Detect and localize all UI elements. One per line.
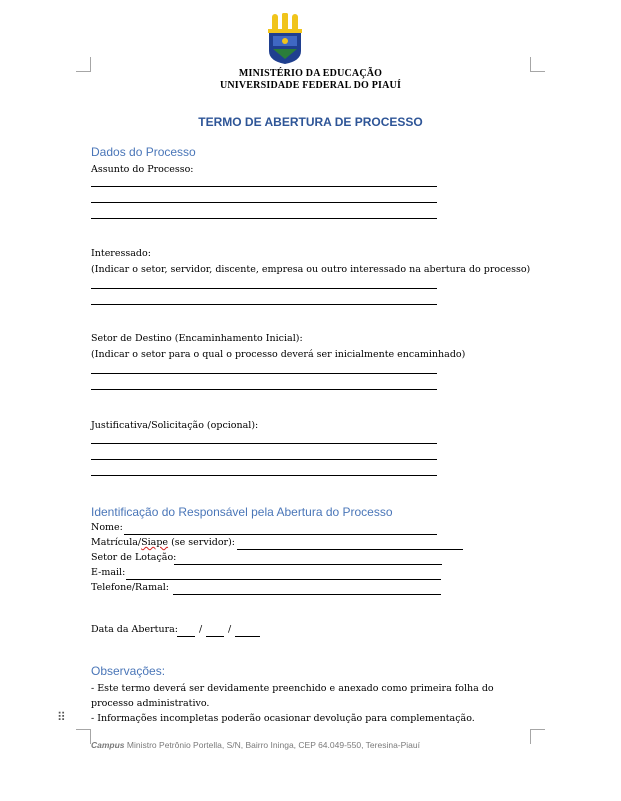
siape-spellcheck: Siape xyxy=(141,537,169,548)
assunto-line-3[interactable] xyxy=(91,218,437,219)
footer-address: Campus Ministro Petrônio Portella, S/N, Bairro Ininga, CEP 64.049-550, Teresina-Piauí xyxy=(91,740,420,750)
assunto-line-2[interactable] xyxy=(91,202,437,203)
data-ano-field[interactable] xyxy=(235,636,260,637)
justificativa-line-2[interactable] xyxy=(91,459,437,460)
matricula-label: Matrícula/Siape (se servidor): xyxy=(91,537,235,548)
justificativa-line-1[interactable] xyxy=(91,443,437,444)
data-mes-field[interactable] xyxy=(206,636,224,637)
interessado-label: Interessado: xyxy=(91,248,151,259)
assunto-label: Assunto do Processo: xyxy=(91,164,194,175)
ufpi-logo-icon xyxy=(265,13,305,65)
matricula-field[interactable] xyxy=(237,549,463,550)
interessado-hint: (Indicar o setor, servidor, discente, empresa ou outro interessado na abertura do processo) xyxy=(91,264,531,275)
telefone-label: Telefone/Ramal: xyxy=(91,582,170,593)
nome-field[interactable] xyxy=(124,534,437,535)
destino-line-2[interactable] xyxy=(91,389,437,390)
interessado-line-1[interactable] xyxy=(91,288,437,289)
data-sep-2: / xyxy=(228,624,232,635)
interessado-line-2[interactable] xyxy=(91,304,437,305)
setor-lotacao-label: Setor de Lotação: xyxy=(91,552,177,563)
margin-corner-bottom-right xyxy=(530,729,545,744)
footer-campus: Campus xyxy=(91,740,125,750)
destino-hint: (Indicar o setor para o qual o processo deverá ser inicialmente encaminhado) xyxy=(91,349,466,360)
observacao-item-1b: processo administrativo. xyxy=(91,698,210,709)
destino-line-1[interactable] xyxy=(91,373,437,374)
data-abertura-label: Data da Abertura: xyxy=(91,624,178,635)
header-university: UNIVERSIDADE FEDERAL DO PIAUÍ xyxy=(219,80,402,91)
data-sep-1: / xyxy=(199,624,203,635)
telefone-field[interactable] xyxy=(173,594,441,595)
destino-label: Setor de Destino (Encaminhamento Inicial): xyxy=(91,333,303,344)
drag-handle-icon[interactable]: ⠿ xyxy=(57,710,66,724)
document-title: TERMO DE ABERTURA DE PROCESSO xyxy=(198,115,423,129)
email-field[interactable] xyxy=(126,579,441,580)
header-ministry: MINISTÉRIO DA EDUCAÇÃO xyxy=(238,68,383,79)
section-heading-responsavel: Identificação do Responsável pela Abertura do Processo xyxy=(91,505,393,519)
setor-lotacao-field[interactable] xyxy=(174,564,442,565)
email-label: E-mail: xyxy=(91,567,126,578)
nome-label: Nome: xyxy=(91,522,123,533)
section-heading-observacoes: Observações: xyxy=(91,664,166,678)
margin-corner-bottom-left xyxy=(76,729,91,744)
justificativa-line-3[interactable] xyxy=(91,475,437,476)
justificativa-label: Justificativa/Solicitação (opcional): xyxy=(91,420,259,431)
data-dia-field[interactable] xyxy=(177,636,195,637)
assunto-line-1[interactable] xyxy=(91,186,437,187)
section-heading-dados: Dados do Processo xyxy=(91,145,196,159)
observacao-item-1a: - Este termo deverá ser devidamente preenchido e anexado como primeira folha do xyxy=(91,683,494,694)
observacao-item-2: - Informações incompletas poderão ocasionar devolução para complementação. xyxy=(91,713,475,724)
